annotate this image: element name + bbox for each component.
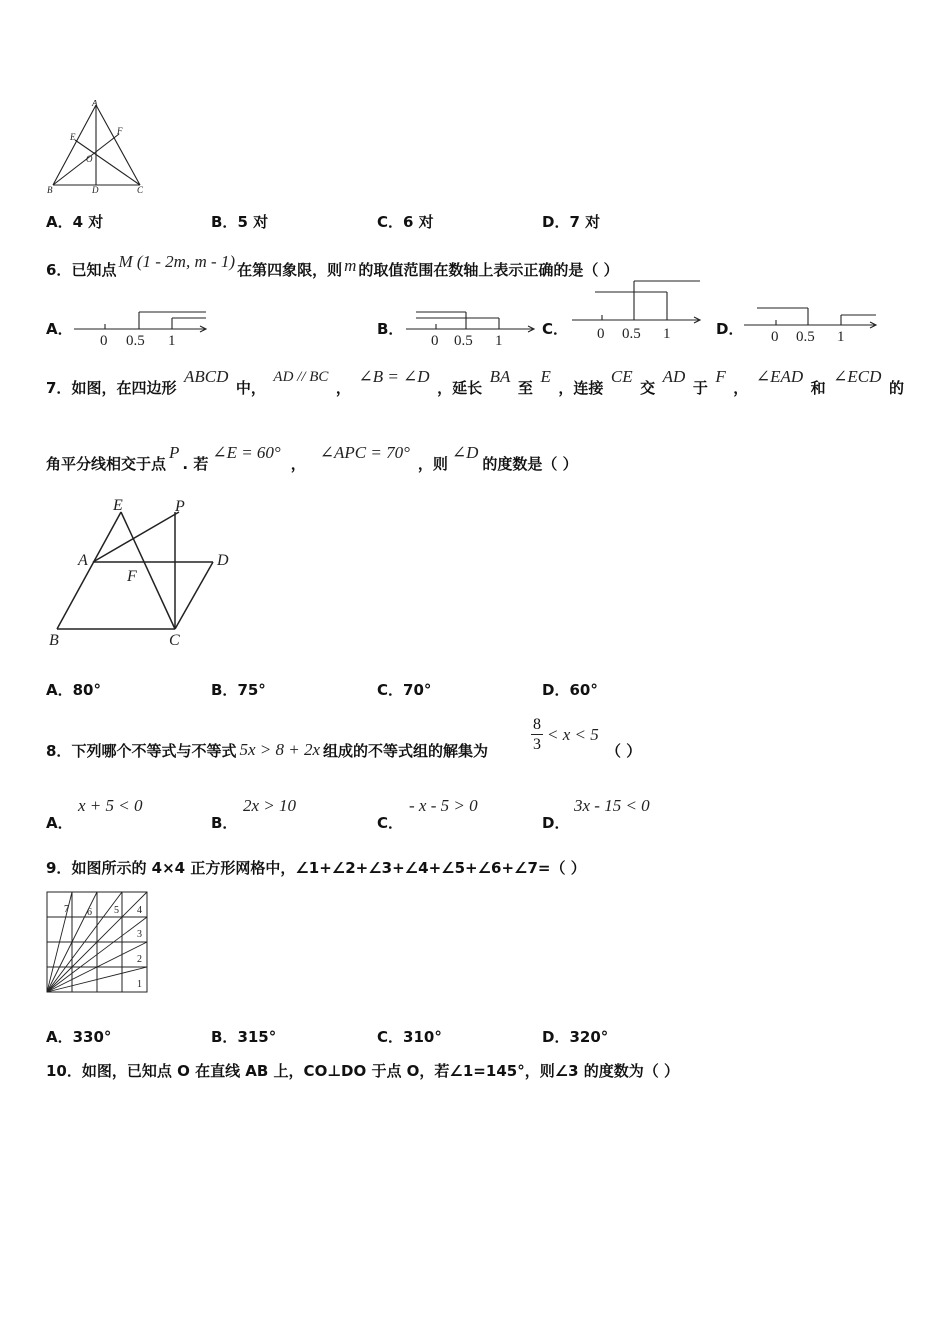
q9-option-b[interactable] [211, 1026, 276, 1047]
q9-angle-label-2: 2 [137, 954, 142, 965]
q7-label-c: C [169, 632, 180, 649]
q7-math-angle-e: ∠E = 60° [212, 443, 281, 462]
q7-math-angle-d: ∠D [451, 443, 479, 462]
q6-text-2: 在第四象限，则 [237, 260, 343, 279]
tick-label: 0.5 [622, 326, 641, 342]
q5-option-c[interactable] [377, 211, 434, 232]
option-text: 6 对 [403, 213, 434, 231]
q7-text-6: ，连接 [558, 378, 604, 397]
q7-label-p: P [175, 498, 185, 515]
option-text: 5 对 [237, 213, 269, 231]
option-letter: C． [377, 681, 404, 699]
q7-option-a[interactable] [46, 679, 101, 700]
q6-number-line-a[interactable] [72, 308, 212, 348]
tick-label: 0.5 [454, 333, 473, 348]
option-letter: A． [46, 681, 73, 699]
option-letter: C． [377, 213, 404, 231]
q7-math-ad-parallel-bc: AD // BC [273, 368, 329, 385]
option-text: 7 对 [569, 213, 601, 231]
q6-point-m: M (1 - 2m, m - 1) [118, 252, 236, 271]
option-text: 75° [237, 681, 266, 699]
q6-text-3: 的取值范围在数轴上表示正确的是（ ） [358, 260, 619, 279]
q7-math-angle-ead: ∠EAD [755, 367, 804, 386]
q8-stem [46, 736, 488, 764]
q7-option-b[interactable] [211, 679, 266, 700]
q7-text-3: ， [335, 378, 351, 397]
q5-triangle-figure [45, 100, 155, 195]
q8-math-inequality: 5x > 8 + 2x [239, 740, 320, 759]
tick-label: 0.5 [796, 329, 815, 345]
q6-number-line-b[interactable] [404, 308, 539, 348]
q7-label-a: A [78, 552, 88, 569]
q9-angle-label-4: 4 [137, 905, 142, 916]
q8-text-2: 组成的不等式组的解集为 [323, 741, 489, 760]
q9-text: 如图所示的 4×4 正方形网格中，∠1+∠2+∠3+∠4+∠5+∠6+∠7=（ ） [71, 859, 586, 877]
q7-label-f: F [127, 568, 137, 585]
q8-fraction [530, 715, 544, 754]
option-letter: A． [46, 213, 73, 231]
q7-l2-text-1: 角平分线相交于点 [46, 454, 167, 473]
q7-text-5: 至 [517, 378, 533, 397]
q6-option-d-letter[interactable]: D． [716, 320, 744, 338]
q5-option-a[interactable] [46, 211, 103, 232]
tick-label: 1 [495, 333, 503, 348]
q9-grid-figure [46, 891, 150, 993]
q7-label-b: B [49, 632, 59, 649]
q10-stem [46, 1060, 679, 1081]
q7-math-angle-b-d: ∠B = ∠D [358, 367, 430, 386]
option-letter: C． [377, 1028, 404, 1046]
q7-number-text [46, 377, 176, 398]
q8-option-b-letter[interactable]: B． [211, 814, 238, 832]
q5-option-d[interactable] [542, 211, 600, 232]
option-letter: B． [211, 213, 238, 231]
q8-answer-bracket: （ ） [606, 742, 642, 760]
q9-angle-label-1: 1 [137, 979, 142, 990]
option-text: 70° [403, 681, 432, 699]
q7-l2-text-3: ， [290, 454, 306, 473]
q8-math-range: < x < 5 [547, 725, 599, 744]
option-letter: D． [542, 681, 570, 699]
q7-text-9: ， [733, 378, 749, 397]
q7-option-c[interactable] [377, 679, 431, 700]
q7-math-ce: CE [610, 367, 633, 386]
q7-text-4: ，延长 [437, 378, 483, 397]
q6-stem [46, 253, 619, 285]
q5-label-e: E [70, 132, 76, 142]
tick-label: 1 [663, 326, 671, 342]
q7-math-ba: BA [489, 367, 511, 386]
q7-math-p: P [169, 443, 180, 462]
q5-label-c: C [137, 185, 144, 195]
q7-text-10: 和 [810, 378, 826, 397]
q5-label-o: O [86, 154, 93, 164]
q9-option-c[interactable] [377, 1026, 442, 1047]
q7-label-e: E [113, 497, 123, 514]
q8-option-c-math[interactable]: - x - 5 > 0 [409, 796, 478, 815]
q8-text-1: 下列哪个不等式与不等式 [71, 741, 237, 760]
q7-text-11: 的 [888, 378, 904, 397]
q6-option-b-letter[interactable]: B． [377, 320, 404, 338]
q5-option-b[interactable] [211, 211, 268, 232]
q7-label-d: D [217, 552, 229, 569]
q7-option-d[interactable] [542, 679, 598, 700]
q7-text-7: 交 [640, 378, 656, 397]
option-text: 80° [72, 681, 101, 699]
q8-fraction-numerator: 8 [533, 716, 541, 733]
tick-label: 1 [168, 333, 176, 348]
q9-stem [46, 857, 586, 878]
q6-option-c-letter[interactable]: C． [542, 320, 569, 338]
q5-label-f: F [117, 126, 123, 136]
q9-angle-label-6: 6 [87, 907, 92, 918]
option-letter: D． [542, 213, 570, 231]
q9-angle-label-3: 3 [137, 929, 142, 940]
tick-label: 1 [837, 329, 845, 345]
q7-number: 7． [46, 378, 72, 397]
q7-math-angle-apc: ∠APC = 70° [319, 443, 410, 462]
q7-quadrilateral-figure [45, 495, 245, 655]
q9-option-a[interactable] [46, 1026, 111, 1047]
q7-math-angle-ecd: ∠ECD [833, 367, 882, 386]
q7-math-abcd: ABCD [183, 367, 229, 386]
option-text: 310° [403, 1028, 442, 1046]
q8-option-d-math[interactable]: 3x - 15 < 0 [574, 796, 650, 815]
option-text: 330° [72, 1028, 112, 1046]
q10-text: 如图，已知点 O 在直线 AB 上，CO⊥DO 于点 O，若∠1=145°，则∠3 的度数为（ ） [81, 1062, 680, 1080]
q8-number: 8． [46, 741, 72, 760]
option-letter: B． [211, 1028, 238, 1046]
q9-angle-label-7: 7 [64, 904, 69, 915]
q7-l2-text-2: . 若 [182, 454, 209, 473]
q7-math-ad: AD [662, 367, 686, 386]
tick-label: 0 [431, 333, 439, 348]
q7-math-e: E [540, 367, 551, 386]
q6-number-line-d[interactable] [742, 303, 882, 345]
q8-option-a-math[interactable]: x + 5 < 0 [78, 796, 143, 815]
q8-fraction-denominator: 3 [533, 736, 541, 753]
q6-number-line-c[interactable] [570, 278, 705, 343]
q6-number: 6． [46, 260, 72, 279]
q8-option-a-letter[interactable]: A． [46, 814, 73, 832]
tick-label: 0 [597, 326, 605, 342]
q9-option-d[interactable] [542, 1026, 608, 1047]
q9-number: 9． [46, 859, 72, 877]
q7-stem-line-2 [46, 443, 578, 478]
option-letter: A． [46, 1028, 73, 1046]
q8-option-d-letter[interactable]: D． [542, 814, 570, 832]
q7-text-1: 如图，在四边形 [71, 378, 177, 397]
q10-number: 10． [46, 1062, 82, 1080]
option-text: 315° [237, 1028, 277, 1046]
q7-text-8: 于 [692, 378, 708, 397]
q8-option-c-letter[interactable]: C． [377, 814, 404, 832]
q7-math-f: F [715, 367, 726, 386]
q6-var-m: m [344, 256, 357, 275]
option-text: 4 对 [72, 213, 104, 231]
q7-text-2: 中， [235, 378, 266, 397]
q8-option-b-math[interactable]: 2x > 10 [243, 796, 297, 815]
option-letter: B． [211, 681, 238, 699]
q5-label-a: A [92, 100, 98, 108]
q5-label-d: D [92, 185, 99, 195]
q7-l2-text-4: ，则 [417, 454, 448, 473]
option-letter: D． [542, 1028, 570, 1046]
q6-option-a-letter[interactable]: A． [46, 320, 73, 338]
option-text: 320° [569, 1028, 609, 1046]
tick-label: 0 [100, 333, 108, 348]
tick-label: 0 [771, 329, 779, 345]
option-text: 60° [569, 681, 598, 699]
q7-l2-text-5: 的度数是（ ） [482, 454, 578, 473]
q6-text-1: 已知点 [71, 260, 117, 279]
q5-label-b: B [47, 185, 53, 195]
q7-stem-line-1 [46, 367, 904, 402]
q9-angle-label-5: 5 [114, 905, 119, 916]
tick-label: 0.5 [126, 333, 145, 348]
